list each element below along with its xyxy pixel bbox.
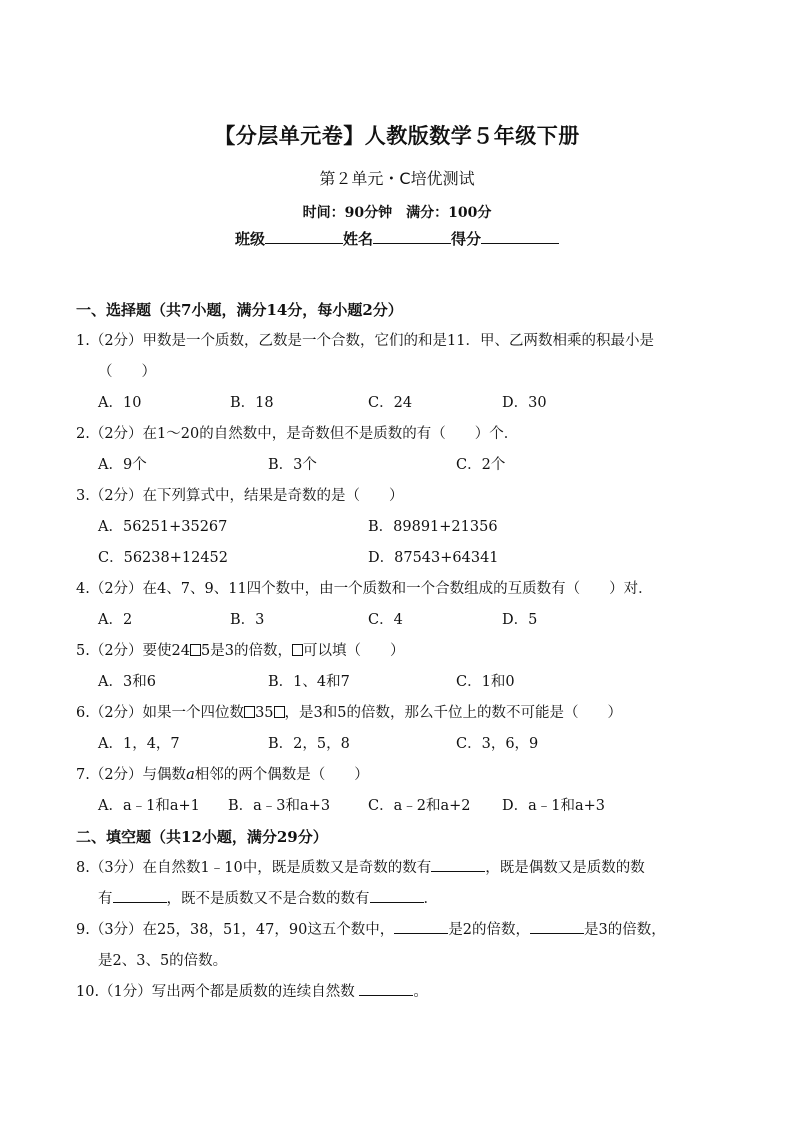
- class-blank[interactable]: [265, 229, 343, 244]
- q2-options: [76, 450, 736, 481]
- q8-blank-1[interactable]: [431, 853, 485, 872]
- q2-option-b[interactable]: B．3个: [268, 457, 317, 473]
- q2-option-c[interactable]: C．2个: [456, 457, 506, 473]
- q5-stem: [76, 636, 736, 667]
- q3-option-c[interactable]: C．56238+12452: [98, 550, 228, 566]
- q7-variable: a: [186, 767, 195, 783]
- q9-blank-2[interactable]: [530, 915, 584, 934]
- box-placeholder-icon: [190, 644, 201, 656]
- q10-blank[interactable]: [359, 977, 413, 996]
- q6-stem-part3: ，是3和5的倍数，那么千位上的数不可能是（ ）: [284, 705, 622, 721]
- section-fill-heading: 二、填空题（共12小题，满分29分）: [76, 828, 328, 846]
- q9-blank-1[interactable]: [394, 915, 448, 934]
- q8-blank-2[interactable]: [113, 884, 167, 903]
- q6-stem: [76, 698, 736, 729]
- q8-text-4: ，既不是质数又不是合数的数有: [166, 891, 370, 907]
- box-placeholder-icon: [274, 706, 285, 718]
- q3-stem: 3.（2分）在下列算式中，结果是奇数的是（ ）: [76, 488, 404, 504]
- q8-line1: [76, 853, 736, 884]
- box-placeholder-icon: [244, 706, 255, 718]
- q10-text-2: 。: [413, 984, 428, 1000]
- q5-options: [76, 667, 736, 698]
- exam-title: 【分层单元卷】人教版数学５年级下册: [214, 124, 580, 148]
- q9-text-2: 是2的倍数，: [448, 922, 531, 938]
- q5-stem-part3: 可以填（ ）: [302, 643, 405, 659]
- box-placeholder-icon: [292, 644, 303, 656]
- q10-line: [76, 977, 736, 1008]
- time-label: 时间：90分钟: [302, 205, 393, 221]
- q6-option-b[interactable]: B．2，5，8: [268, 736, 350, 752]
- q9-line2: [76, 946, 736, 977]
- grade-label: 得分: [451, 230, 482, 248]
- q6-stem-part2: 35: [255, 705, 274, 721]
- q6-options: [76, 729, 736, 760]
- q1-option-d[interactable]: D．30: [502, 395, 547, 411]
- q4-stem: 4.（2分）在4、7、9、11四个数中，由一个质数和一个合数组成的互质数有（ ）对．: [76, 581, 653, 597]
- q1-option-b[interactable]: B．18: [230, 395, 274, 411]
- q1-stem: 1.（2分）甲数是一个质数，乙数是一个合数，它们的和是11．甲、乙两数相乘的积最小是: [76, 333, 655, 349]
- q7-stem: [76, 760, 736, 791]
- q2-option-a[interactable]: A．9个: [98, 457, 147, 473]
- q7-option-d[interactable]: D．a﹣1和a+3: [502, 798, 606, 814]
- q9-text-4: 是2、3、5的倍数。: [98, 953, 228, 969]
- class-label: 班级: [234, 230, 265, 248]
- exam-subtitle: 第２单元・C培优测试: [319, 169, 475, 188]
- q9-line1: [76, 915, 736, 946]
- q3-option-d[interactable]: D．87543+64341: [368, 550, 499, 566]
- q7-stem-part1: 7.（2分）与偶数: [76, 767, 187, 783]
- q5-stem-part1: 5.（2分）要使24: [76, 643, 191, 659]
- q7-option-c[interactable]: C．a﹣2和a+2: [368, 798, 471, 814]
- q5-option-a[interactable]: A．3和6: [98, 674, 156, 690]
- q3-option-b[interactable]: B．89891+21356: [368, 519, 498, 535]
- q10-text-1: 10.（1分）写出两个都是质数的连续自然数: [76, 984, 355, 1000]
- q8-blank-3[interactable]: [370, 884, 424, 903]
- q7-options: [76, 791, 736, 822]
- q2-stem: 2.（2分）在1～20的自然数中，是奇数但不是质数的有（ ）个．: [76, 426, 519, 442]
- q6-option-a[interactable]: A．1，4，7: [98, 736, 180, 752]
- q7-stem-part2: 相邻的两个偶数是（ ）: [194, 767, 369, 783]
- name-blank[interactable]: [373, 229, 451, 244]
- name-label: 姓名: [342, 230, 373, 248]
- student-info-line: [0, 228, 794, 249]
- questions-area: [76, 295, 736, 1008]
- q1-stem-cont: （ ）: [98, 364, 156, 380]
- q8-text-5: ．: [423, 891, 438, 907]
- q4-option-d[interactable]: D．5: [502, 612, 538, 628]
- score-label: 满分：100分: [406, 205, 492, 221]
- q7-option-a[interactable]: A．a﹣1和a+1: [98, 798, 200, 814]
- q9-text-1: 9.（3分）在25，38，51，47，90这五个数中，: [76, 922, 395, 938]
- q9-text-3: 是3的倍数，: [584, 922, 666, 938]
- q8-line2: [76, 884, 736, 915]
- q7-option-b[interactable]: B．a﹣3和a+3: [228, 798, 331, 814]
- q1-option-c[interactable]: C．24: [368, 395, 413, 411]
- q4-options: [76, 605, 736, 636]
- q6-stem-part1: 6.（2分）如果一个四位数: [76, 705, 245, 721]
- q5-option-c[interactable]: C．1和0: [456, 674, 515, 690]
- time-score-line: [0, 202, 794, 222]
- section-choice-heading: 一、选择题（共7小题，满分14分，每小题2分）: [76, 301, 403, 319]
- q3-options-row1: [76, 512, 736, 543]
- q5-option-b[interactable]: B．1、4和7: [268, 674, 350, 690]
- grade-blank[interactable]: [481, 229, 559, 244]
- q5-stem-part2: 5是3的倍数，: [201, 643, 292, 659]
- q1-options: [76, 388, 736, 419]
- q4-option-a[interactable]: A．2: [98, 612, 133, 628]
- q8-text-1: 8.（3分）在自然数1﹣10中，既是质数又是奇数的数有: [76, 860, 432, 876]
- q4-option-c[interactable]: C．4: [368, 612, 403, 628]
- q6-option-c[interactable]: C．3，6，9: [456, 736, 539, 752]
- q8-text-3: 有: [98, 891, 113, 907]
- q4-option-b[interactable]: B．3: [230, 612, 265, 628]
- q8-text-2: ，既是偶数又是质数的数: [485, 860, 645, 876]
- q3-options-row2: [76, 543, 736, 574]
- q3-option-a[interactable]: A．56251+35267: [98, 519, 228, 535]
- q1-option-a[interactable]: A．10: [98, 395, 142, 411]
